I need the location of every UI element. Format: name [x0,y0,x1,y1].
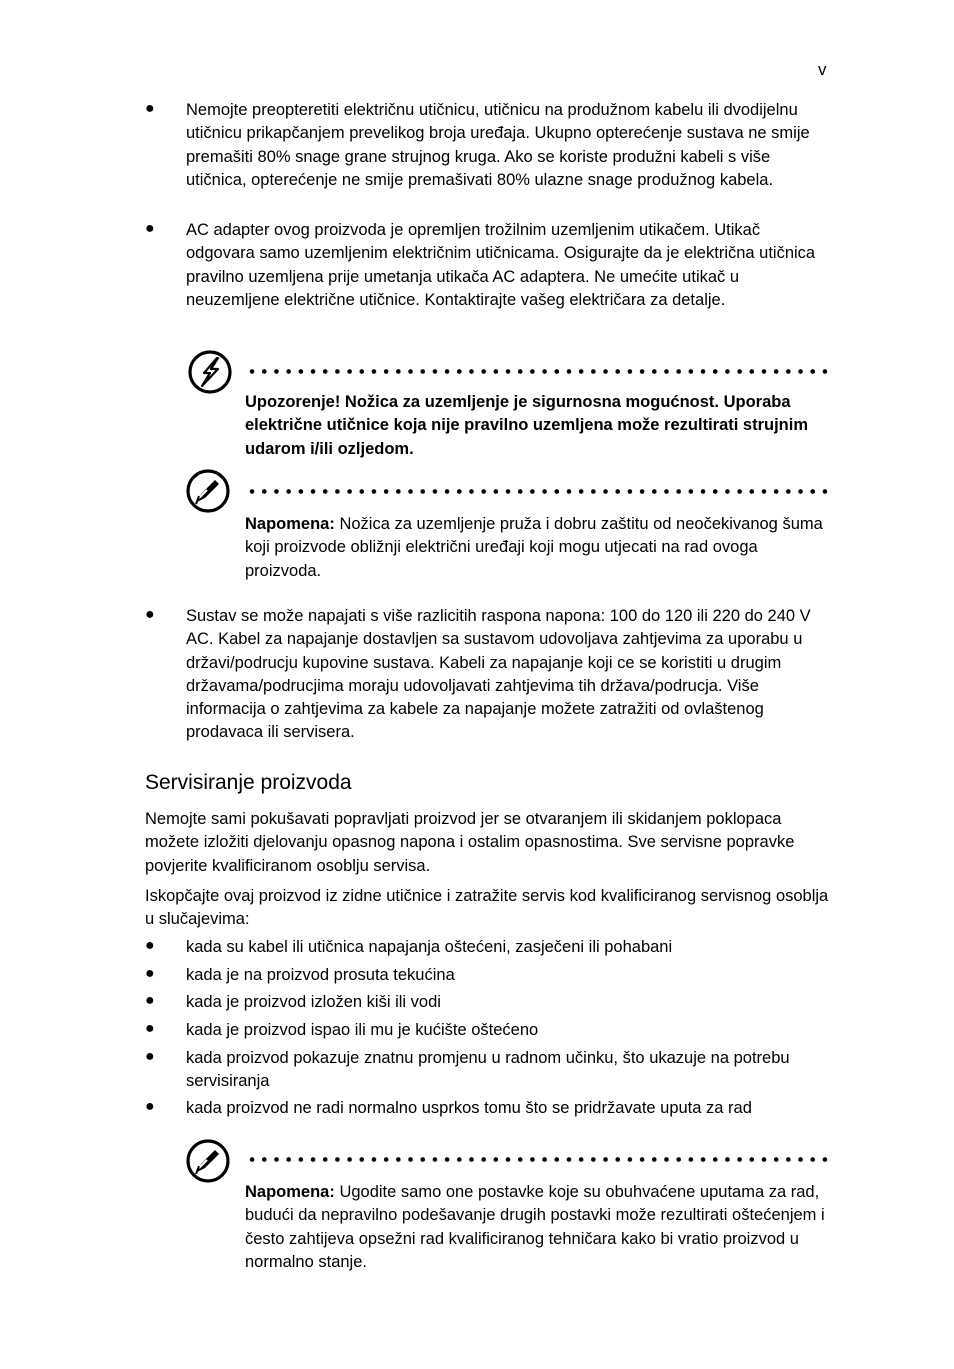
note-text [245,513,835,583]
page-number: v [818,60,827,79]
warning-lightning-icon [187,349,233,395]
bullet-text: Sustav se može napajati s više razlicitih raspona napona: 100 do 120 ili 220 do 240 V AC. Kabel za napajanje dostavljen sa sustavom udovoljava zahtjevima za uporabu u državi/podrucju kupovine sustava. Kabeli za napajanje koji ce se koristiti u drugim državama/podrucjima moraju udovoljavati zahtjevima tih država/podrucja. Više informacija o zahtjevima za kabele za napajanje možete zatražiti od ovlaštenog prodavaca ili servisera. [186,607,811,742]
bullet-marker: ● [145,1098,155,1115]
list-item: kada je na proizvod prosuta tekućina [186,966,455,984]
list-item: kada proizvod pokazuje znatnu promjenu u radnom učinku, što ukazuje na potrebu servisiranja [186,1049,790,1091]
note-body: Ugodite samo one postavke koje su obuhvaćene uputama za rad, budući da nepravilno podešavanje drugih postavki može rezultirati oštećenjem i često zahtijeva opsežni rad kvalificiranog tehničara kako bi vratio proizvod u normalno stanje. [245,1183,825,1271]
note-label: Napomena: [245,515,335,533]
list-item: kada je proizvod ispao ili mu je kućište oštećeno [186,1021,539,1039]
section-heading: Servisiranje proizvoda [145,771,352,794]
note-pencil-icon [185,468,231,514]
bullet-marker: ● [145,1020,155,1037]
note-text [245,1181,835,1274]
list-item: kada su kabel ili utičnica napajanja oštećeni, zasječeni ili pohabani [186,938,673,956]
bullet-marker: ● [145,1048,155,1065]
bullet-marker: ● [145,992,155,1009]
list-item: kada proizvod ne radi normalno usprkos tomu što se pridržavate uputa za rad [186,1099,752,1117]
note-label: Napomena: [245,1183,335,1201]
bullet-text: Nemojte preopteretiti električnu utičnicu, utičnicu na produžnom kabelu ili dvodijelnu utičnicu prikapčanjem prevelikog broja uređaja. Ukupno opterećenje sustava ne smije premašiti 80% snage grane strujnog kruga. Ako se koriste produžni kabeli s više utičnica, opterećenje ne smije premašivati 80% ulazne snage produžnog kabela. [186,101,810,189]
note-body: Nožica za uzemljenje pruža i dobru zaštitu od neočekivanog šuma koji proizvode obližnji električni uređaji koji mogu utjecati na rad ovoga proizvoda. [245,515,823,580]
bullet-text: AC adapter ovog proizvoda je opremljen trožilnim uzemljenim utikačem. Utikač odgovara samo uzemljenim električnim utičnicama. Osigurajte da je električna utičnica pravilno uzemljena prije umetanja utikača AC adaptera. Ne umećite utikač u neuzemljene električne utičnice. Kontaktirajte vašeg električara za detalje. [186,221,816,309]
divider-dotted [246,1157,830,1162]
bullet-marker: ● [145,220,155,237]
divider-dotted [246,369,830,374]
bullet-marker: ● [145,937,155,954]
bullet-marker: ● [145,606,155,623]
bullet-marker: ● [145,965,155,982]
bullet-marker: ● [145,100,155,117]
warning-text: Upozorenje! Nožica za uzemljenje je sigurnosna mogućnost. Uporaba električne utičnice koja nije pravilno uzemljena može rezultirati strujnim udarom i/ili ozljedom. [245,393,808,458]
divider-dotted [246,489,830,494]
note-pencil-icon [185,1138,231,1184]
paragraph: Nemojte sami pokušavati popravljati proizvod jer se otvaranjem ili skidanjem poklopaca možete izložiti djelovanju opasnog napona i ostalim opasnostima. Sve servisne popravke povjerite kvalificiranom osoblju servisa. [145,810,795,875]
paragraph: Iskopčajte ovaj proizvod iz zidne utičnice i zatražite servis kod kvalificiranog servisnog osoblja u slučajevima: [145,887,829,929]
list-item: kada je proizvod izložen kiši ili vodi [186,993,441,1011]
